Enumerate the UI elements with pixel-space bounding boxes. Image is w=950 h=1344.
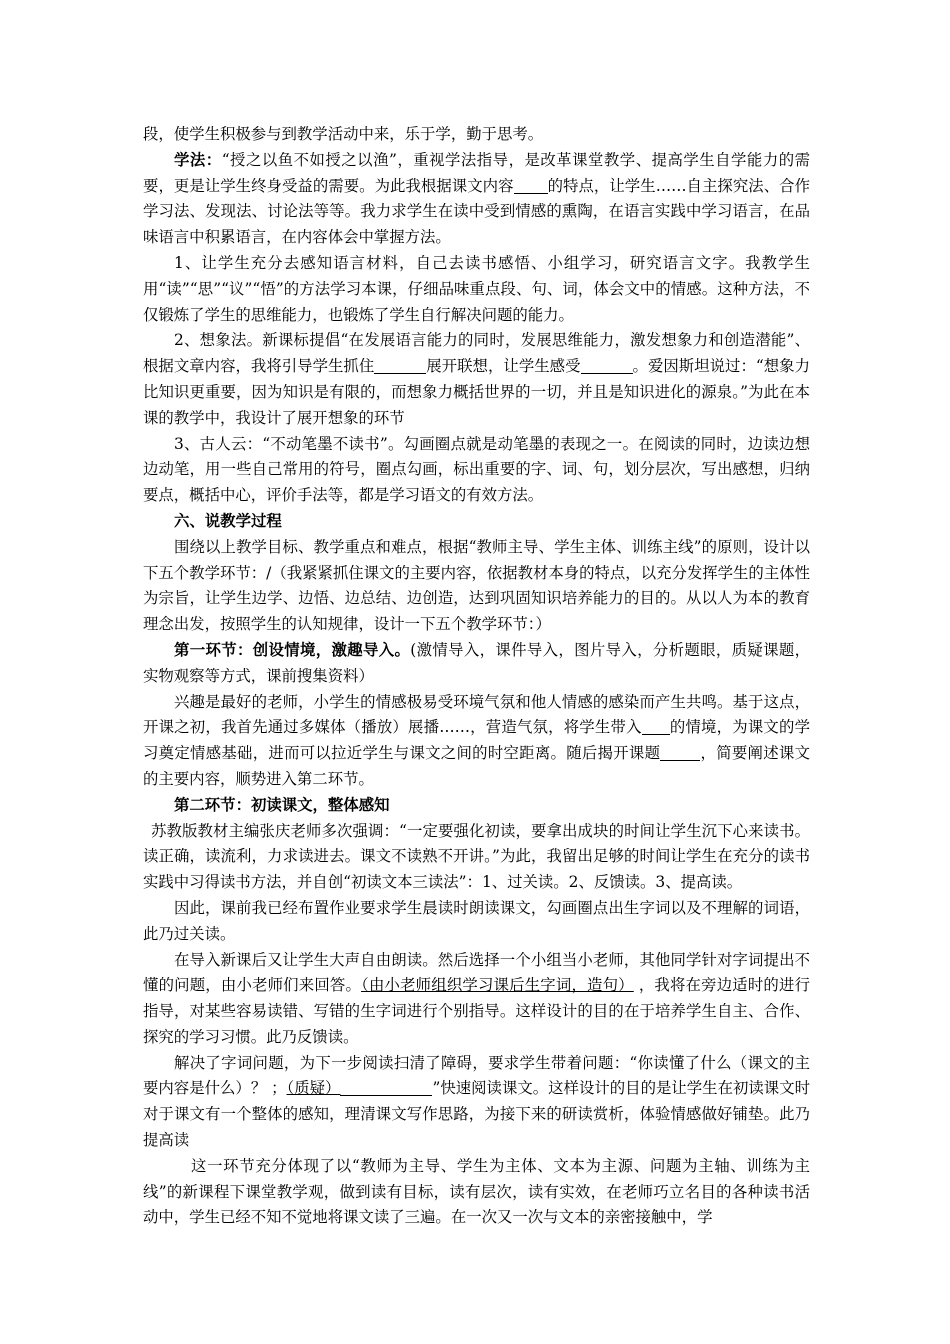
- fill-blank: [340, 1079, 432, 1096]
- study-method-text-b: 的特点，让学生……自主探究法、合作学习法、发现法、讨论法等等。我力求学生在读中受到情感的熏陶，在语言实践中学习语言，在品味语言中积累语言，在内容体会中掌握方法。: [143, 176, 810, 247]
- interest-text-b: 的情境，为课文的学习奠定情感基础，进而可以拉近学生与课文之间的时空距离。随后揭开课题: [143, 718, 810, 763]
- fill-blank: [660, 744, 700, 761]
- paragraph-method-2: [143, 328, 810, 431]
- fill-blank: [374, 357, 426, 374]
- improve-text-a: 解决了字词问题，为下一步阅读扫清了障碍，要求学生带着问题：“你读懂了什么（课文的主要内容是什么）？ ；: [143, 1053, 810, 1098]
- paragraph-method-1: 1、让学生充分去感知语言材料，自己去读书感悟、小组学习，研究语言文字。我教学生用“读”“思”“议”“悟”的方法学习本课，仔细品味重点段、句、词，体会文中的情感。这种方法，不仅锻炼了学生的思维能力，也锻炼了学生自行解决问题的能力。: [143, 253, 810, 324]
- improve-underlined: （质疑）: [286, 1079, 341, 1098]
- step-1-text: (激情导入，课件导入，图片导入，分析题眼，质疑课题，实物观察等方式，课前搜集资料）: [143, 640, 810, 685]
- feedback-underlined: （由小老师组织学习课后生字词，造句）: [361, 976, 634, 995]
- feedback-text-b: ，我将在旁边适时的进行指导，对某些容易读错、写错的生字词进行个别指导。这样设计的目的在于培养学生自主、合作、探究的学习习惯。此乃反馈读。: [143, 976, 810, 1046]
- study-method-text-a: “授之以鱼不如授之以渔”，重视学法指导，是改革课堂教学、提高学生自学能力的需要，更是让学生终身受益的需要。为此我根据课文内容: [143, 150, 810, 195]
- fill-blank: [581, 357, 633, 374]
- fill-blank: [642, 718, 670, 735]
- interest-text-a: 兴趣是最好的老师，小学生的情感极易受环境气氛和他人情感的感染而产生共鸣。基于这点，开课之初，我首先通过多媒体（播放）展播……，营造气氛，将学生带入: [143, 692, 810, 737]
- paragraph-intro-tail: 段，使学生积极参与到教学活动中来，乐于学，勤于思考。: [143, 125, 544, 143]
- fill-blank: [514, 177, 548, 194]
- section-heading-teaching-process: [143, 509, 810, 535]
- method-2-text-a: 2、想象法。新课标提倡“在发展语言能力的同时，发展思维能力，激发想象力和创造潜能”、根据文章内容，我将引导学生抓住: [143, 331, 810, 376]
- paragraph-step-2: [143, 793, 810, 819]
- interest-text-c: ，简要阐述课文的主要内容，顺势进入第二环节。: [143, 744, 810, 788]
- paragraph-pass-reading: 因此，课前我已经布置作业要求学生晨读时朗读课文，勾画圈点出生字词以及不理解的词语，此乃过关读。: [143, 898, 810, 943]
- paragraph-step-1: [143, 638, 810, 690]
- study-method-label: 学法：: [174, 150, 222, 169]
- document-page: [143, 122, 810, 1231]
- step-1-title: 第一环节：创设情境，激趣导入。: [174, 640, 411, 659]
- paragraph-first-reading: 苏教版教材主编张庆老师多次强调：“一定要强化初读，要拿出成块的时间让学生沉下心来读书。读正确，读流利，力求读进去。课文不读熟不开讲。”为此，我留出足够的时间让学生在充分的读书实践中习得读书方法，并自创“初读文本三读法”：1、过关读。2、反馈读。3、提高读。: [143, 821, 810, 892]
- section-heading-text: 六、说教学过程: [174, 511, 282, 530]
- method-2-text-b: 展开联想，让学生感受: [426, 357, 581, 376]
- paragraph-interest: [143, 690, 810, 793]
- step-2-title: 第二环节：初读课文，整体感知: [174, 795, 390, 814]
- feedback-text-a: 在导入新课后又让学生大声自由朗读。然后选择一个小组当小老师，其他同学针对字词提出不懂的问题，由小老师们来回答。: [143, 950, 810, 995]
- improve-text-b: ”快速阅读课文。这样设计的目的是让学生在初读课文时对于课文有一个整体的感知，理清课文写作思路，为接下来的研读赏析，体验情感做好铺垫。此乃提高读: [143, 1079, 810, 1150]
- paragraph-study-method: [143, 148, 810, 251]
- paragraph-improve-reading: [143, 1051, 810, 1154]
- paragraph-process-intro: 围绕以上教学目标、教学重点和难点，根据“教师主导、学生主体、训练主线”的原则，设计以下五个教学环节：/（我紧紧抓住课文的主要内容，依据教材本身的特点，以充分发挥学生的主体性为宗旨，让学生边学、边悟、边总结、边创造，达到巩固知识培养能力的目的。从以人为本的教育理念出发，按照学生的认知规律，设计一下五个教学环节：）: [143, 537, 810, 634]
- paragraph-feedback-reading: [143, 948, 810, 1051]
- paragraph-method-3: 3、古人云：“不动笔墨不读书”。勾画圈点就是动笔墨的表现之一。在阅读的同时，边读边想边动笔，用一些自己常用的符号，圈点勾画，标出重要的字、词、句，划分层次，写出感想，归纳要点，概括中心，评价手法等，都是学习语文的有效方法。: [143, 434, 810, 505]
- method-2-text-c: 。爱因斯坦说过：“想象力比知识更重要，因为知识是有限的，而想象力概括世界的一切，并且是知识进化的源泉。”为此在本课的教学中，我设计了展开想象的环节: [143, 357, 810, 427]
- paragraph-summary: 这一环节充分体现了以“教师为主导、学生为主体、文本为主源、问题为主轴、训练为主线”的新课程下课堂教学观，做到读有目标，读有层次，读有实效，在老师巧立名目的各种读书活动中，学生已经不知不觉地将课文读了三遍。在一次又一次与文本的亲密接触中，学: [143, 1156, 810, 1227]
